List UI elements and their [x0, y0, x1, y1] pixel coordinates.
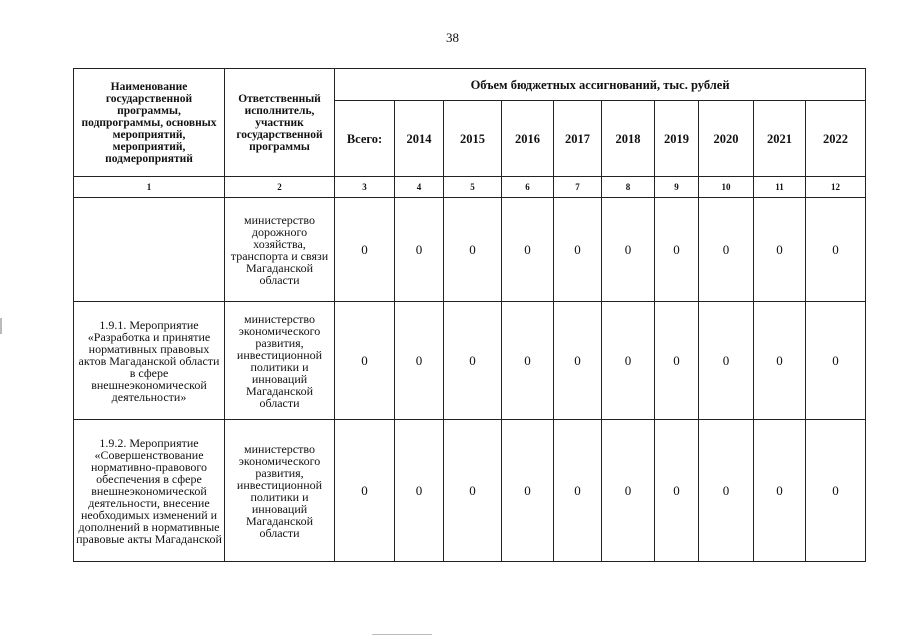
- row-value: 0: [335, 198, 395, 302]
- table-row: [74, 302, 866, 420]
- row-value: 0: [602, 198, 655, 302]
- row-value: 0: [602, 302, 655, 420]
- header-year: 2014: [395, 101, 444, 177]
- row-value: 0: [655, 302, 699, 420]
- column-number: 8: [602, 177, 655, 198]
- row-value: 0: [554, 302, 602, 420]
- header-year: 2018: [602, 101, 655, 177]
- row-value: 0: [335, 420, 395, 562]
- row-value: 0: [806, 198, 866, 302]
- column-number: 6: [502, 177, 554, 198]
- row-executor: министерство экономического развития, инвестиционной политики и инноваций Магаданской области: [225, 302, 335, 420]
- row-value: 0: [444, 420, 502, 562]
- header-executor: Ответственный исполнитель, участник государственной программы: [225, 69, 335, 177]
- header-total: Всего:: [335, 101, 395, 177]
- row-name: [74, 198, 225, 302]
- row-value: 0: [395, 198, 444, 302]
- row-value: 0: [806, 420, 866, 562]
- row-value: 0: [754, 302, 806, 420]
- column-number: 9: [655, 177, 699, 198]
- header-year: 2015: [444, 101, 502, 177]
- row-executor: министерство дорожного хозяйства, транспорта и связи Магаданской области: [225, 198, 335, 302]
- column-number: 7: [554, 177, 602, 198]
- header-year: 2016: [502, 101, 554, 177]
- scan-artifact: [372, 634, 432, 635]
- row-executor: министерство экономического развития, инвестиционной политики и инноваций Магаданской области: [225, 420, 335, 562]
- row-value: 0: [699, 420, 754, 562]
- column-number-row: [74, 177, 866, 198]
- row-value: 0: [754, 198, 806, 302]
- header-year: 2022: [806, 101, 866, 177]
- row-value: 0: [335, 302, 395, 420]
- row-value: 0: [655, 198, 699, 302]
- row-value: 0: [502, 198, 554, 302]
- row-value: 0: [655, 420, 699, 562]
- table-row: [74, 198, 866, 302]
- row-value: 0: [444, 302, 502, 420]
- header-name: Наименование государственной программы, подпрограммы, основных мероприятий, мероприятий, подмероприятий: [74, 69, 225, 177]
- column-number: 12: [806, 177, 866, 198]
- row-value: 0: [502, 302, 554, 420]
- header-year: 2020: [699, 101, 754, 177]
- row-value: 0: [554, 198, 602, 302]
- row-name: 1.9.2. Мероприятие «Совершенствование нормативно-правового обеспечения в сфере внешнеэкономической деятельности, внесение необходимых изменений и дополнений в нормативные правовые акты Магаданской: [74, 420, 225, 562]
- row-value: 0: [395, 420, 444, 562]
- scan-artifact: [0, 318, 2, 334]
- column-number: 2: [225, 177, 335, 198]
- page-number: 38: [446, 30, 459, 45]
- header-budget-group: Объем бюджетных ассигнований, тыс. рублей: [335, 69, 866, 101]
- row-value: 0: [699, 198, 754, 302]
- row-value: 0: [754, 420, 806, 562]
- column-number: 4: [395, 177, 444, 198]
- table-row: [74, 420, 866, 562]
- budget-table: [73, 68, 866, 562]
- header-row-1: [74, 69, 866, 101]
- header-year: 2021: [754, 101, 806, 177]
- column-number: 3: [335, 177, 395, 198]
- column-number: 11: [754, 177, 806, 198]
- column-number: 1: [74, 177, 225, 198]
- row-value: 0: [444, 198, 502, 302]
- header-year: 2019: [655, 101, 699, 177]
- row-name: 1.9.1. Мероприятие «Разработка и принятие нормативных правовых актов Магаданской области в сфере внешнеэкономической деятельности»: [74, 302, 225, 420]
- row-value: 0: [395, 302, 444, 420]
- column-number: 10: [699, 177, 754, 198]
- row-value: 0: [806, 302, 866, 420]
- row-value: 0: [502, 420, 554, 562]
- row-value: 0: [602, 420, 655, 562]
- row-value: 0: [554, 420, 602, 562]
- row-value: 0: [699, 302, 754, 420]
- header-year: 2017: [554, 101, 602, 177]
- column-number: 5: [444, 177, 502, 198]
